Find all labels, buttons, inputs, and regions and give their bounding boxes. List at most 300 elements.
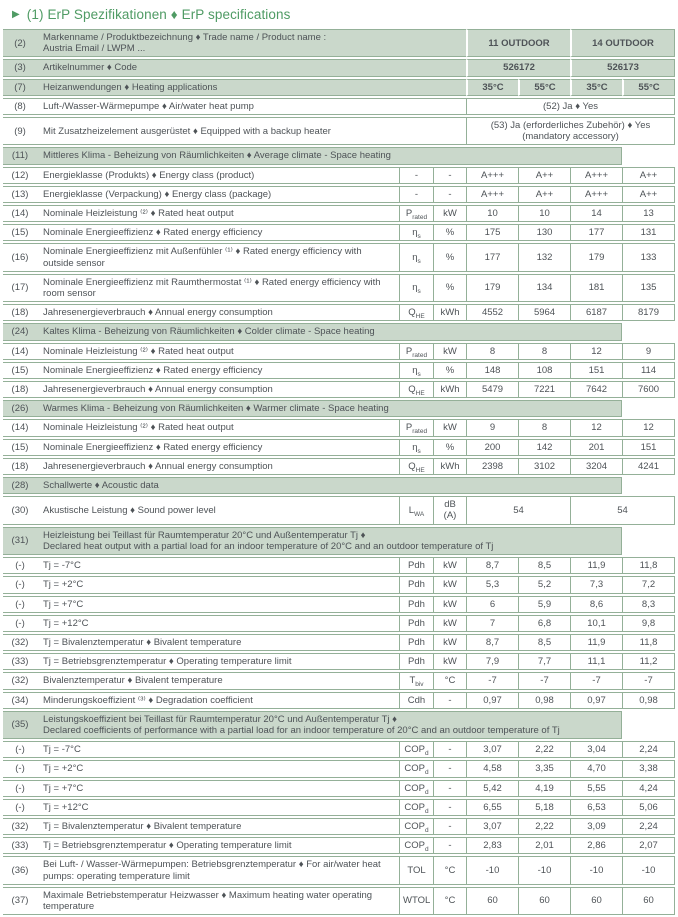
value-cell: 8,6 [570,596,622,613]
table-row [3,362,675,379]
row-description: Energieklasse (Produkts) ♦ Energy class (product) [37,167,399,184]
row-description: Heizanwendungen ♦ Heating applications [37,79,466,96]
row-description: Tj = -7°C [37,741,399,758]
unit-cell: kWh [433,458,466,475]
unit-cell: kW [433,557,466,574]
value-cell: 6,8 [518,615,570,632]
row-description: Bei Luft- / Wasser-Wärmepumpen: Betriebsgrenztemperatur ♦ For air/water heat pumps: operating temperature limit [37,856,399,884]
value-cell: 7221 [518,381,570,398]
row-number: (17) [3,274,37,302]
table-row [3,596,675,613]
row-number: (33) [3,837,37,854]
value-cell: 526173 [570,59,675,76]
value-cell: 2,83 [466,837,518,854]
table-row [3,224,675,241]
symbol-cell: Cdh [399,692,433,709]
value-cell: 60 [570,887,622,915]
value-cell: 8,5 [518,634,570,651]
table-row [3,741,675,758]
row-description: Minderungskoeffizient ⁽³⁾ ♦ Degradation coefficient [37,692,399,709]
value-cell: 10 [518,205,570,222]
row-description: Tj = +12°C [37,799,399,816]
value-cell: 8,7 [466,557,518,574]
value-cell: 151 [622,439,675,456]
table-row [3,186,675,203]
value-cell: 114 [622,362,675,379]
section-label: Kaltes Klima - Beheizung von Räumlichkeiten ♦ Colder climate - Space heating [37,323,622,340]
value-cell: 12 [570,343,622,360]
row-number: (-) [3,557,37,574]
value-cell: 5,18 [518,799,570,816]
symbol-cell: $P_{rated}$ [399,419,433,436]
row-number: (14) [3,419,37,436]
value-cell: A+++ [570,167,622,184]
row-number: (15) [3,439,37,456]
row-number: (33) [3,653,37,670]
value-cell: -10 [466,856,518,884]
row-description: Tj = +2°C [37,576,399,593]
table-row [3,59,675,76]
value-cell: 3,07 [466,818,518,835]
table-row [3,615,675,632]
row-description: Nominale Energieeffizienz ♦ Rated energy efficiency [37,224,399,241]
row-number: (3) [3,59,37,76]
value-cell: A+++ [570,186,622,203]
row-number: (-) [3,576,37,593]
value-cell: -10 [622,856,675,884]
value-cell: 12 [622,419,675,436]
unit-cell: % [433,439,466,456]
row-description: Tj = +2°C [37,760,399,777]
value-cell: 134 [518,274,570,302]
value-cell: 4,58 [466,760,518,777]
unit-cell: % [433,274,466,302]
row-number: (7) [3,79,37,96]
table-row [3,557,675,574]
value-cell: 135 [622,274,675,302]
value-cell: 4241 [622,458,675,475]
value-cell: -7 [466,672,518,689]
row-description: Tj = +7°C [37,596,399,613]
table-row [3,799,675,816]
section-row [3,477,675,494]
row-description: Nominale Energieeffizienz mit Außenfühler ⁽¹⁾ ♦ Rated energy efficiency with outside sensor [37,243,399,271]
section-row [3,147,675,164]
value-cell: 60 [622,887,675,915]
table-row [3,856,675,884]
value-cell: 5,06 [622,799,675,816]
symbol-cell: $L_{WA}$ [399,496,433,524]
value-cell: A++ [518,167,570,184]
table-row [3,653,675,670]
row-number: (-) [3,741,37,758]
unit-cell: kW [433,596,466,613]
value-cell: 5,42 [466,780,518,797]
symbol-cell: $\eta_s$ [399,243,433,271]
symbol-cell: Pdh [399,634,433,651]
value-cell: 14 [570,205,622,222]
value-cell: 181 [570,274,622,302]
table-row [3,243,675,271]
value-cell: 175 [466,224,518,241]
value-cell: 131 [622,224,675,241]
table-row [3,672,675,689]
row-number: (2) [3,29,37,57]
value-cell: (53) Ja (erforderliches Zubehör) ♦ Yes (mandatory accessory) [466,117,675,145]
value-cell: 7 [466,615,518,632]
symbol-cell: $\eta_s$ [399,274,433,302]
value-cell: 7600 [622,381,675,398]
value-cell: 3,04 [570,741,622,758]
row-number: (-) [3,799,37,816]
value-cell: 3,07 [466,741,518,758]
value-cell: 130 [518,224,570,241]
unit-cell: kW [433,615,466,632]
table-row [3,780,675,797]
table-row [3,274,675,302]
unit-cell: - [433,760,466,777]
value-cell: 7,3 [570,576,622,593]
row-number: (24) [3,323,37,340]
symbol-cell: $Q_{HE}$ [399,458,433,475]
value-cell: 10 [466,205,518,222]
page-title [0,0,678,27]
value-cell: 2,86 [570,837,622,854]
value-cell: A++ [622,186,675,203]
symbol-cell: WTOL [399,887,433,915]
value-cell: 9 [466,419,518,436]
value-cell: 11,8 [622,557,675,574]
value-cell: 60 [466,887,518,915]
section-label: Mittleres Klima - Beheizung von Räumlichkeiten ♦ Average climate - Space heating [37,147,622,164]
symbol-cell: Pdh [399,557,433,574]
value-cell: 14 OUTDOOR [570,29,675,57]
row-description: Luft-/Wasser-Wärmepumpe ♦ Air/water heat pump [37,98,466,115]
value-cell: 6,55 [466,799,518,816]
value-cell: 11,9 [570,557,622,574]
table-row [3,439,675,456]
row-description: Bivalenztemperatur ♦ Bivalent temperature [37,672,399,689]
value-cell: 5,3 [466,576,518,593]
unit-cell: - [433,780,466,797]
symbol-cell: $Q_{HE}$ [399,381,433,398]
value-cell: 3,09 [570,818,622,835]
unit-cell: kW [433,419,466,436]
value-cell: 132 [518,243,570,271]
row-description: Tj = Betriebsgrenztemperatur ♦ Operating temperature limit [37,837,399,854]
value-cell: 6187 [570,304,622,321]
value-cell: 5,9 [518,596,570,613]
row-number: (18) [3,458,37,475]
value-cell: 151 [570,362,622,379]
value-cell: 4,19 [518,780,570,797]
value-cell: 11,8 [622,634,675,651]
table-row [3,29,675,57]
row-description: Nominale Heizleistung ⁽²⁾ ♦ Rated heat output [37,343,399,360]
row-description: Energieklasse (Verpackung) ♦ Energy class (package) [37,186,399,203]
value-cell: 5,55 [570,780,622,797]
row-number: (-) [3,615,37,632]
table-row [3,692,675,709]
table-row [3,576,675,593]
unit-cell: - [433,799,466,816]
row-number: (18) [3,381,37,398]
symbol-cell: - [399,167,433,184]
row-description: Nominale Heizleistung ⁽²⁾ ♦ Rated heat output [37,205,399,222]
value-cell: 8 [518,343,570,360]
value-cell: 3,35 [518,760,570,777]
row-number: (15) [3,362,37,379]
unit-cell: - [433,837,466,854]
symbol-cell: $COP_d$ [399,760,433,777]
symbol-cell: $T_{biv}$ [399,672,433,689]
unit-cell: °C [433,672,466,689]
value-cell: 108 [518,362,570,379]
symbol-cell: Pdh [399,576,433,593]
unit-cell: % [433,224,466,241]
value-cell: -10 [570,856,622,884]
row-description: Tj = Bivalenztemperatur ♦ Bivalent temperature [37,634,399,651]
value-cell: 3102 [518,458,570,475]
row-description: Nominale Energieeffizienz ♦ Rated energy efficiency [37,439,399,456]
symbol-cell: Pdh [399,615,433,632]
value-cell: 4,70 [570,760,622,777]
value-cell: 5964 [518,304,570,321]
row-number: (16) [3,243,37,271]
unit-cell: dB (A) [433,496,466,524]
value-cell: 10,1 [570,615,622,632]
row-number: (26) [3,400,37,417]
value-cell: 54 [570,496,675,524]
row-number: (14) [3,343,37,360]
unit-cell: % [433,362,466,379]
table-row [3,887,675,915]
table-row [3,343,675,360]
table-row [3,496,675,524]
unit-cell: °C [433,856,466,884]
symbol-cell: $COP_d$ [399,799,433,816]
value-cell: 2,01 [518,837,570,854]
row-description: Mit Zusatzheizelement ausgerüstet ♦ Equipped with a backup heater [37,117,466,145]
symbol-cell: $COP_d$ [399,818,433,835]
table-row [3,419,675,436]
unit-cell: - [433,818,466,835]
row-number: (-) [3,596,37,613]
expand-arrow-icon: ▶ [12,8,20,20]
value-cell: 8 [466,343,518,360]
row-description: Artikelnummer ♦ Code [37,59,466,76]
table-row [3,117,675,145]
row-number: (35) [3,711,37,739]
value-cell: 0,97 [570,692,622,709]
table-row [3,634,675,651]
row-number: (14) [3,205,37,222]
symbol-cell: TOL [399,856,433,884]
table-row [3,205,675,222]
value-cell: 179 [466,274,518,302]
value-cell: 2,24 [622,741,675,758]
value-cell: 4,24 [622,780,675,797]
value-cell: 177 [570,224,622,241]
value-cell: 2,22 [518,741,570,758]
unit-cell: - [433,167,466,184]
erp-spec-table [3,27,675,917]
row-description: Jahresenergieverbrauch ♦ Annual energy consumption [37,304,399,321]
row-description: Akustische Leistung ♦ Sound power level [37,496,399,524]
unit-cell: °C [433,887,466,915]
value-cell: 8179 [622,304,675,321]
row-number: (30) [3,496,37,524]
unit-cell: kW [433,205,466,222]
value-cell: -7 [570,672,622,689]
row-number: (31) [3,527,37,555]
value-cell: 8 [518,419,570,436]
row-description: Tj = +7°C [37,780,399,797]
value-cell: 8,3 [622,596,675,613]
unit-cell: kW [433,343,466,360]
row-description: Tj = Betriebsgrenztemperatur ♦ Operating temperature limit [37,653,399,670]
unit-cell: kWh [433,381,466,398]
value-cell: 6,53 [570,799,622,816]
value-cell: 2,24 [622,818,675,835]
value-cell: 35°C [466,79,518,96]
value-cell: 12 [570,419,622,436]
symbol-cell: $\eta_s$ [399,224,433,241]
row-description: Nominale Energieeffizienz mit Raumthermostat ⁽¹⁾ ♦ Rated energy efficiency with room sensor [37,274,399,302]
unit-cell: - [433,692,466,709]
symbol-cell: $P_{rated}$ [399,343,433,360]
value-cell: 35°C [570,79,622,96]
table-row [3,818,675,835]
value-cell: 133 [622,243,675,271]
row-number: (13) [3,186,37,203]
value-cell: 7642 [570,381,622,398]
symbol-cell: Pdh [399,596,433,613]
row-number: (12) [3,167,37,184]
value-cell: 3,38 [622,760,675,777]
row-description: Maximale Betriebstemperatur Heizwasser ♦ Maximum heating water operating temperature [37,887,399,915]
unit-cell: kW [433,576,466,593]
value-cell: 3204 [570,458,622,475]
erp-table-body [3,29,675,915]
row-number: (28) [3,477,37,494]
row-number: (32) [3,818,37,835]
row-number: (-) [3,780,37,797]
value-cell: 11,9 [570,634,622,651]
value-cell: 7,7 [518,653,570,670]
unit-cell: kWh [433,304,466,321]
section-row [3,400,675,417]
value-cell: (52) Ja ♦ Yes [466,98,675,115]
value-cell: 0,98 [518,692,570,709]
value-cell: 9 [622,343,675,360]
value-cell: 11 OUTDOOR [466,29,570,57]
value-cell: 200 [466,439,518,456]
symbol-cell: $COP_d$ [399,741,433,758]
row-number: (37) [3,887,37,915]
value-cell: -7 [518,672,570,689]
row-number: (34) [3,692,37,709]
value-cell: 2398 [466,458,518,475]
row-number: (9) [3,117,37,145]
value-cell: 148 [466,362,518,379]
symbol-cell: Pdh [399,653,433,670]
value-cell: A+++ [466,186,518,203]
row-description: Tj = -7°C [37,557,399,574]
symbol-cell: $COP_d$ [399,837,433,854]
section-label: Heizleistung bei Teillast für Raumtemperatur 20°C und Außentemperatur Tj ♦ Declared heat output with a partial load for an indoor temperature of 20°C and an outdoor temperature of Tj [37,527,622,555]
row-number: (-) [3,760,37,777]
value-cell: 201 [570,439,622,456]
value-cell: A++ [518,186,570,203]
unit-cell: % [433,243,466,271]
value-cell: 13 [622,205,675,222]
value-cell: 177 [466,243,518,271]
unit-cell: kW [433,634,466,651]
symbol-cell: $P_{rated}$ [399,205,433,222]
table-row [3,167,675,184]
row-number: (32) [3,672,37,689]
value-cell: 11,1 [570,653,622,670]
symbol-cell: $\eta_s$ [399,439,433,456]
table-row [3,98,675,115]
value-cell: 0,98 [622,692,675,709]
value-cell: 60 [518,887,570,915]
section-label: Leistungskoeffizient bei Teillast für Raumtemperatur 20°C und Außentemperatur Tj ♦ Declared coefficients of performance with a partial load for an indoor temperature of 20°C and an outdoor temperature of Tj [37,711,622,739]
row-number: (15) [3,224,37,241]
value-cell: A++ [622,167,675,184]
unit-cell: - [433,186,466,203]
unit-cell: - [433,741,466,758]
row-description: Tj = Bivalenztemperatur ♦ Bivalent temperature [37,818,399,835]
symbol-cell: $\eta_s$ [399,362,433,379]
value-cell: -7 [622,672,675,689]
value-cell: 2,22 [518,818,570,835]
value-cell: 526172 [466,59,570,76]
page-title-text: (1) ErP Spezifikationen ♦ ErP specifications [26,7,291,22]
section-row [3,711,675,739]
value-cell: 4552 [466,304,518,321]
value-cell: 6 [466,596,518,613]
symbol-cell: - [399,186,433,203]
row-number: (32) [3,634,37,651]
row-number: (36) [3,856,37,884]
section-label: Schallwerte ♦ Acoustic data [37,477,622,494]
value-cell: 5,2 [518,576,570,593]
value-cell: 0,97 [466,692,518,709]
value-cell: 55°C [518,79,570,96]
value-cell: 8,5 [518,557,570,574]
table-row [3,760,675,777]
row-description: Nominale Heizleistung ⁽²⁾ ♦ Rated heat output [37,419,399,436]
value-cell: 54 [466,496,570,524]
value-cell: 142 [518,439,570,456]
value-cell: 7,9 [466,653,518,670]
table-row [3,79,675,96]
value-cell: 179 [570,243,622,271]
row-description: Nominale Energieeffizienz ♦ Rated energy efficiency [37,362,399,379]
value-cell: 7,2 [622,576,675,593]
value-cell: -10 [518,856,570,884]
symbol-cell: $Q_{HE}$ [399,304,433,321]
value-cell: 11,2 [622,653,675,670]
section-row [3,323,675,340]
table-row [3,304,675,321]
value-cell: 9,8 [622,615,675,632]
unit-cell: kW [433,653,466,670]
row-description: Tj = +12°C [37,615,399,632]
table-row [3,837,675,854]
